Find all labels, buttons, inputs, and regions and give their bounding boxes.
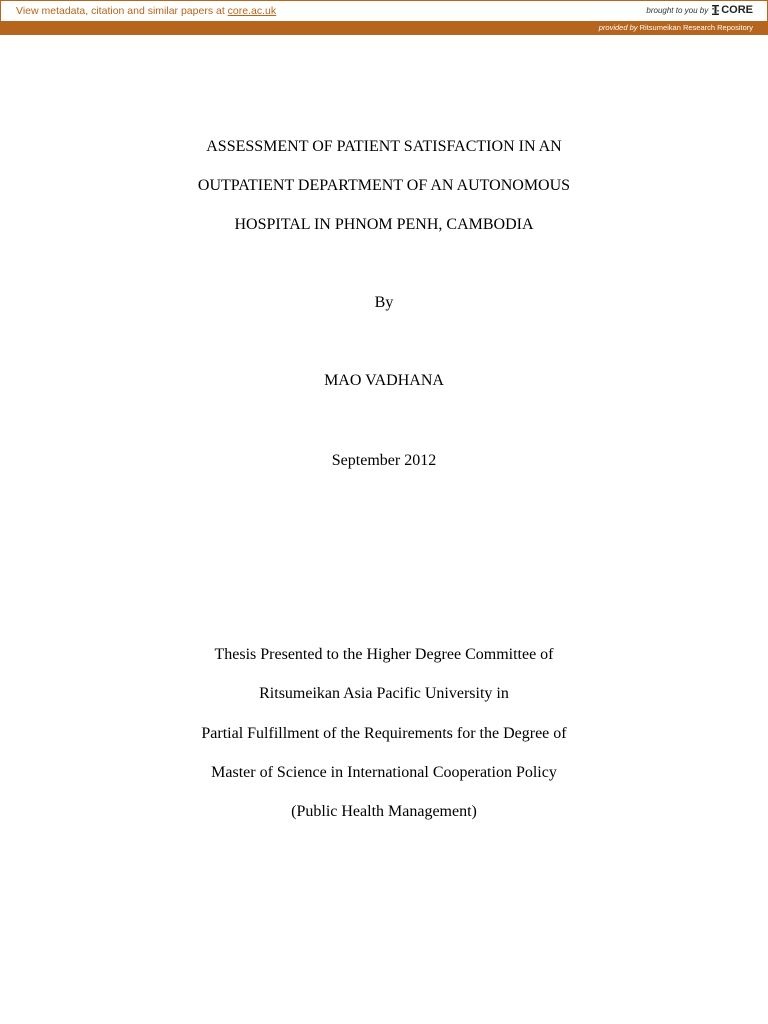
core-logo-text: CORE: [721, 4, 753, 16]
thesis-title-page: [0, 35, 768, 1024]
thesis-statement-line-4: Master of Science in International Cooperation Policy: [211, 764, 557, 781]
core-banner: [0, 0, 768, 35]
title-line-3: HOSPITAL IN PHNOM PENH, CAMBODIA: [234, 216, 534, 233]
core-logo-icon: [711, 4, 720, 16]
brought-to-you: [646, 4, 753, 16]
thesis-statement-line-3: Partial Fulfillment of the Requirements for the Degree of: [201, 725, 567, 742]
core-logo[interactable]: [711, 4, 753, 16]
core-banner-provider: [0, 21, 768, 35]
submission-date: September 2012: [331, 452, 437, 469]
metadata-notice: [16, 5, 276, 17]
brought-text: brought to you by: [646, 5, 709, 15]
author-name: MAO VADHANA: [324, 372, 444, 389]
core-link[interactable]: core.ac.uk: [227, 5, 277, 17]
provided-by: [599, 23, 753, 32]
thesis-statement-line-1: Thesis Presented to the Higher Degree Committee of: [214, 646, 554, 663]
thesis-statement-line-5: (Public Health Management): [291, 803, 477, 820]
title-line-1: ASSESSMENT OF PATIENT SATISFACTION IN AN: [206, 138, 562, 155]
title-line-2: OUTPATIENT DEPARTMENT OF AN AUTONOMOUS: [197, 177, 571, 194]
thesis-statement-line-2: Ritsumeikan Asia Pacific University in: [259, 685, 509, 702]
provided-prefix: provided by: [598, 23, 638, 32]
by-label: By: [374, 294, 394, 311]
metadata-text: View metadata, citation and similar papers at: [16, 5, 228, 17]
provided-source[interactable]: Ritsumeikan Research Repository: [639, 23, 753, 32]
core-banner-top: [0, 0, 768, 21]
